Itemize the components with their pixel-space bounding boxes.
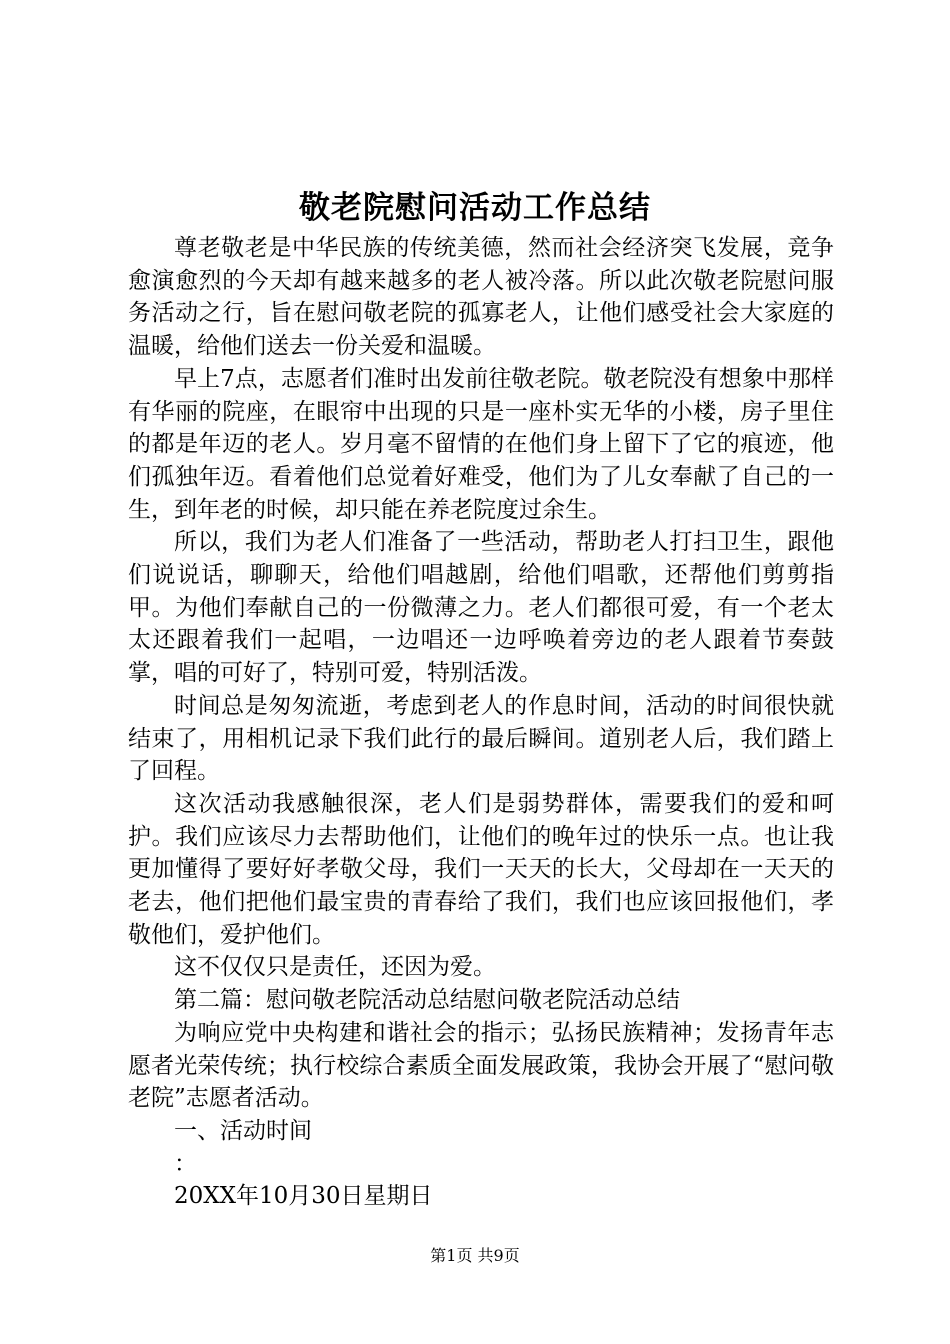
page-footer: 第1页 共9页 <box>430 1246 520 1265</box>
paragraph-colon: ： <box>174 1150 197 1177</box>
paragraph-reflection: 这次活动我感触很深，老人们是弱势群体，需要我们的爱和呵护。我们应该尽力去帮助他们，让他们的晚年过的快乐一点。也让我更加懂得了要好好孝敬父母，我们一天天的长大，父母却在一天天的老去，他们把他们最宝贵的青春给了我们，我们也应该回报他们，孝敬他们，爱护他们。 <box>128 790 834 948</box>
paragraph-activities: 所以，我们为老人们准备了一些活动，帮助老人打扫卫生，跟他们说说话，聊聊天，给他们唱越剧，给他们唱歌，还帮他们剪剪指甲。为他们奉献自己的一份微薄之力。老人们都很可爱，有一个老太太还跟着我们一起唱，一边唱还一边呼唤着旁边的老人跟着节奏鼓掌，唱的可好了，特别可爱，特别活泼。 <box>128 529 834 687</box>
paragraph-date: 20XX年10月30日星期日 <box>174 1183 433 1210</box>
paragraph-responsibility: 这不仅仅只是责任，还因为爱。 <box>174 954 496 981</box>
paragraph-response: 为响应党中央构建和谐社会的指示；弘扬民族精神；发扬青年志愿者光荣传统；执行校综合素质全面发展政策，我协会开展了“慰问敬老院”志愿者活动。 <box>128 1019 834 1112</box>
paragraph-morning: 早上7点，志愿者们准时出发前往敬老院。敬老院没有想象中那样有华丽的院座，在眼帘中出现的只是一座朴实无华的小楼，房子里住的都是年迈的老人。岁月毫不留情的在他们身上留下了它的痕迹，他们孤独年迈。看着他们总觉着好难受，他们为了儿女奉献了自己的一生，到年老的时候，却只能在养老院度过余生。 <box>128 365 834 523</box>
paragraph-farewell: 时间总是匆匆流逝，考虑到老人的作息时间，活动的时间很快就结束了，用相机记录下我们此行的最后瞬间。道别老人后，我们踏上了回程。 <box>128 692 834 785</box>
document-title: 敬老院慰问活动工作总结 <box>299 190 651 226</box>
section-heading-time: 一、活动时间 <box>174 1117 312 1144</box>
paragraph-intro: 尊老敬老是中华民族的传统美德，然而社会经济突飞发展，竞争愈演愈烈的今天却有越来越多的老人被冷落。所以此次敬老院慰问服务活动之行，旨在慰问敬老院的孤寡老人，让他们感受社会大家庭的温暖，给他们送去一份关爱和温暖。 <box>128 235 834 360</box>
paragraph-second-title: 第二篇：慰问敬老院活动总结慰问敬老院活动总结 <box>174 987 680 1014</box>
document-body <box>128 232 834 1213</box>
